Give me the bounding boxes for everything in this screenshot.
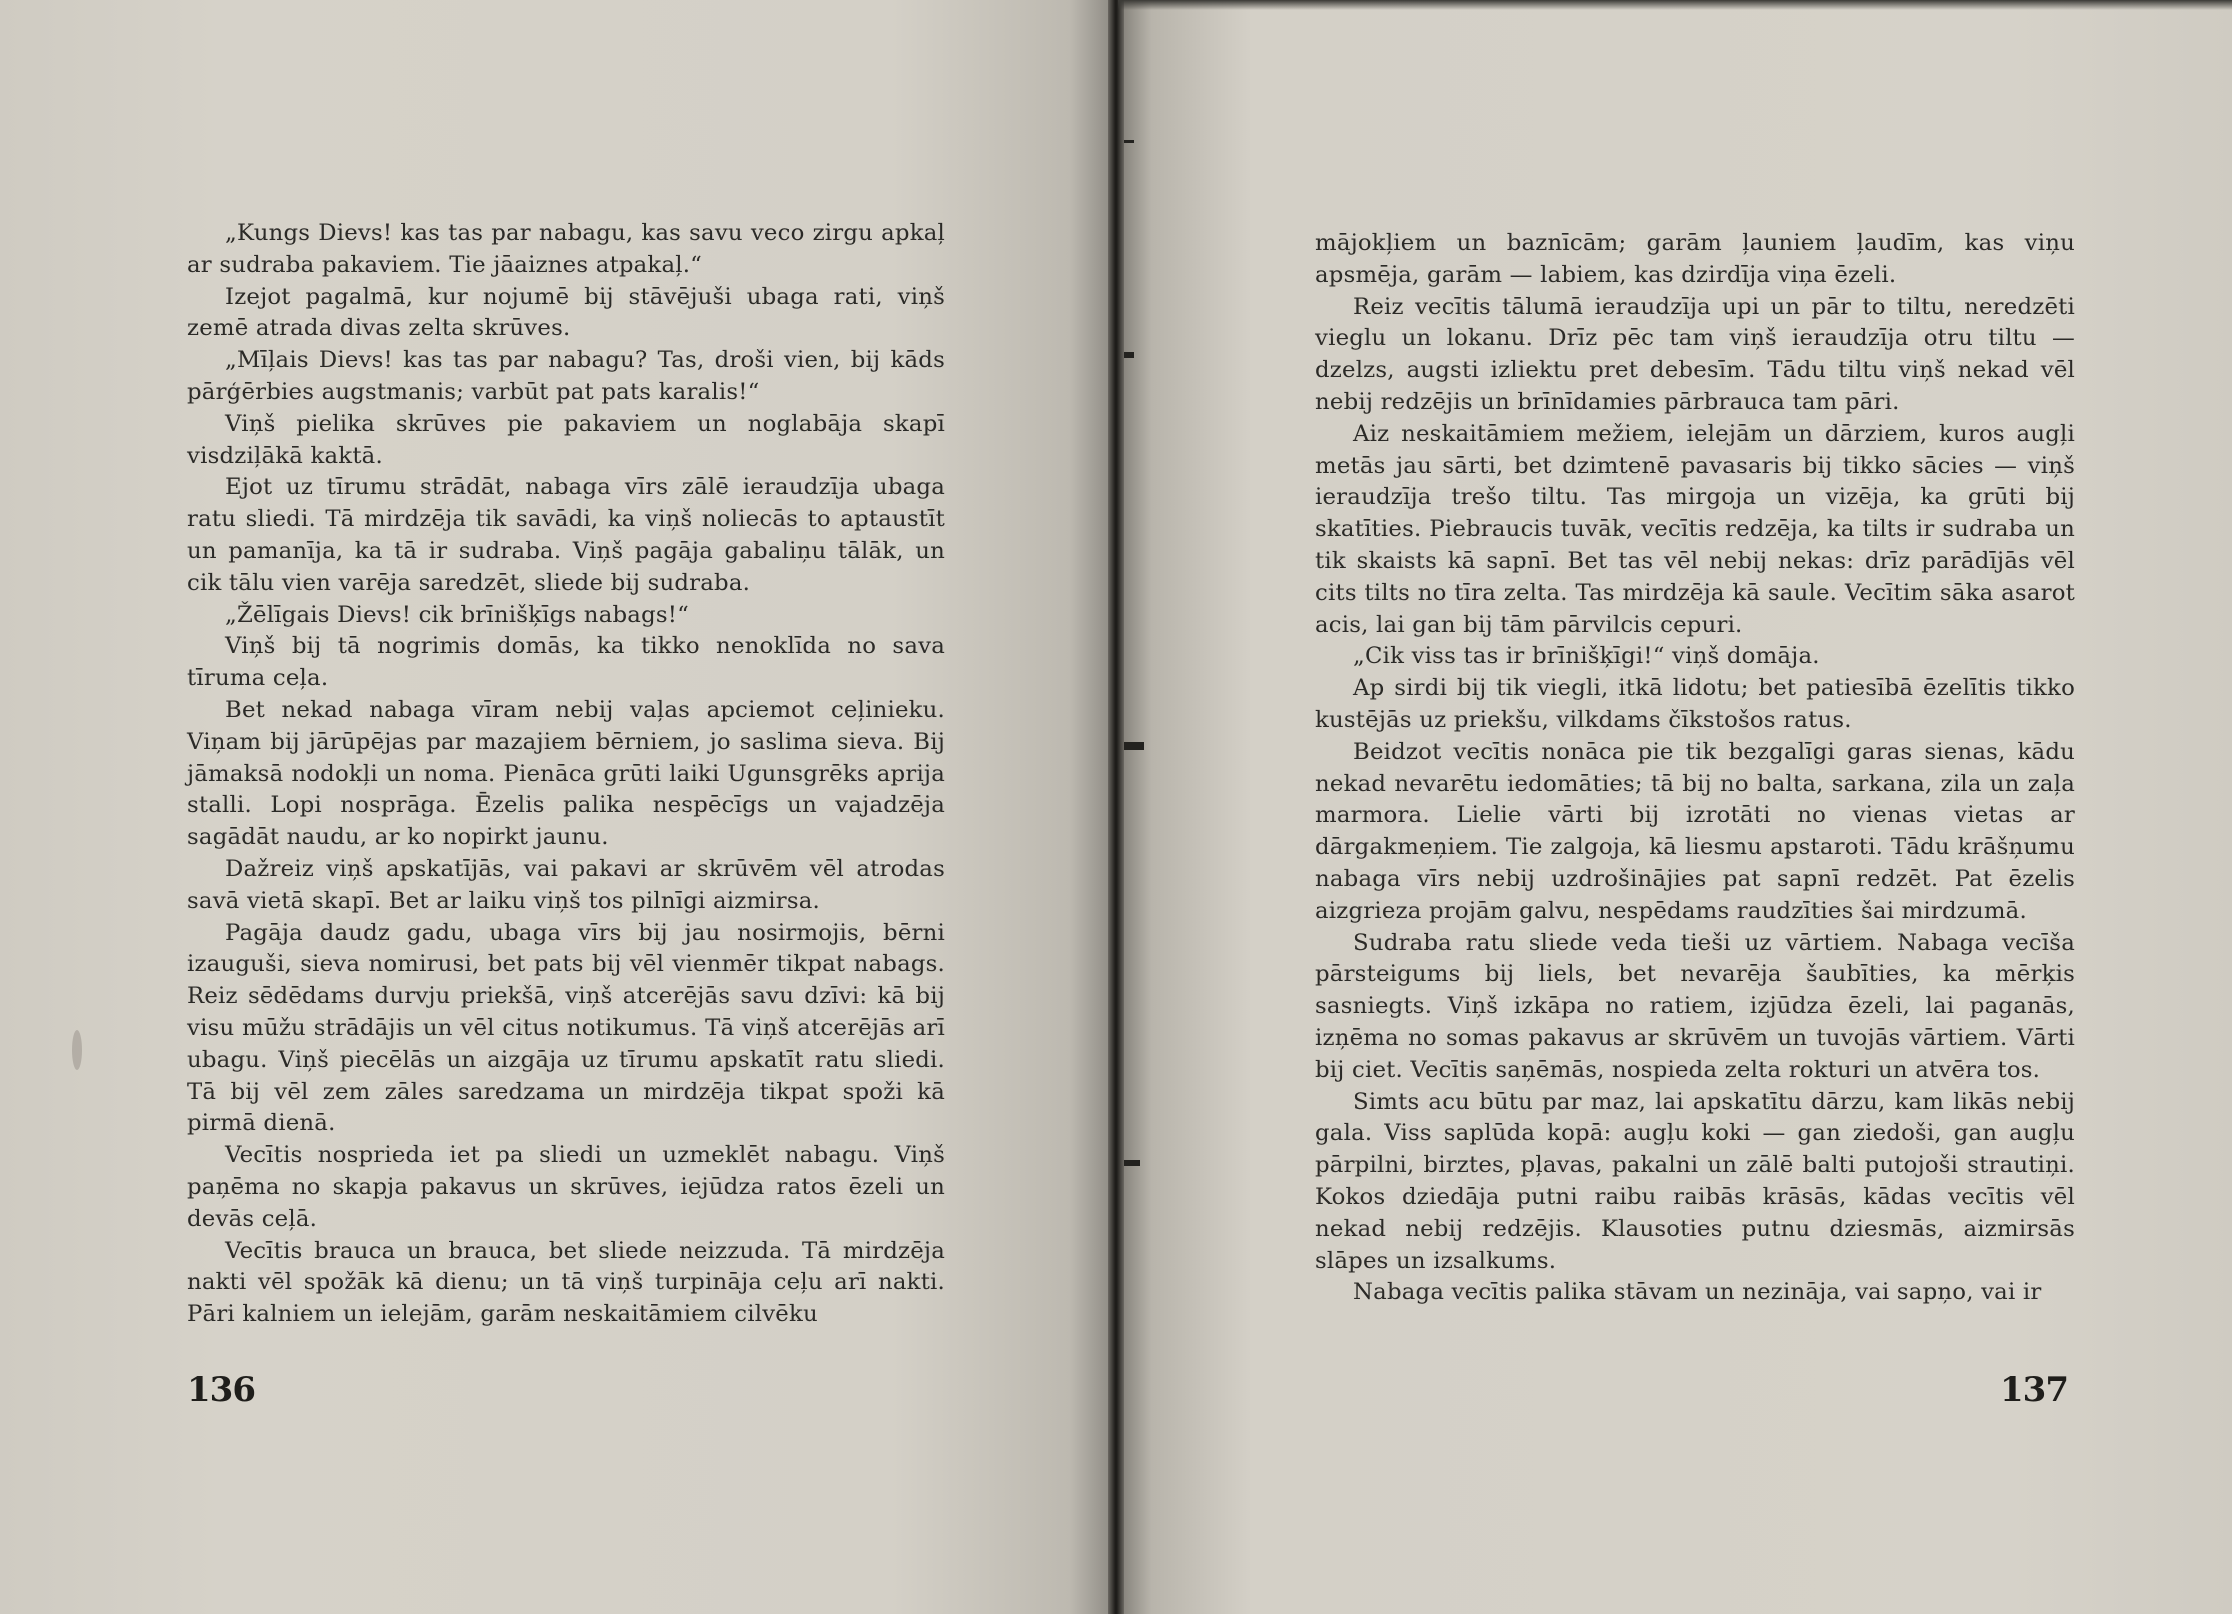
right-page-text (1315, 228, 2075, 1309)
paper-smudge (72, 1030, 82, 1070)
left-page (0, 0, 1114, 1614)
paragraph: Reiz vecītis tālumā ieraudzīja upi un pār to tiltu, neredzēti vieglu un lokanu. Drīz pēc tam viņš ieraudzīja otru tiltu — dzelzs, augsti izliektu pret debesīm. Tādu tiltu viņš nekad vēl nebij redzējis un brīnīdamies pārbrauca tam pāri. (1315, 293, 2075, 415)
paragraph: „Kungs Dievs! kas tas par nabagu, kas savu veco zirgu apkaļ ar sudraba pakaviem. Tie jāaiznes atpakaļ.“ (187, 220, 945, 278)
paragraph: mājokļiem un baznīcām; garām ļauniem ļaudīm, kas viņu apsmēja, garām — labiem, kas dzirdīja viņa ēzeli. (1315, 230, 2075, 288)
paragraph: „Cik viss tas ir brīnišķīgi!“ viņš domāja. (1353, 643, 1820, 670)
paragraph: Vecītis brauca un brauca, bet sliede neizzuda. Tā mirdzēja nakti vēl spožāk kā dienu; un tā viņš turpināja ceļu arī nakti. Pāri kalniem un ielejām, garām neskaitāmiem cilvēku (187, 1237, 945, 1328)
page-number-right: 137 (2000, 1370, 2068, 1410)
paragraph: Pagāja daudz gadu, ubaga vīrs bij jau nosirmojis, bērni izauguši, sieva nomirusi, bet pats bij vēl vienmēr tikpat nabags. Reiz sēdēdams durvju priekšā, viņš atcerējās savu dzīvi: kā bij visu mūžu strādājis un vēl citus notikumus. Tā viņš atcerējās arī ubagu. Viņš piecēlās un aizgāja uz tīrumu apskatīt ratu sliedi. Tā bij vēl zem zāles saredzama un mirdzēja tikpat spoži kā pirmā dienā. (187, 919, 945, 1137)
left-page-text (187, 218, 945, 1331)
right-page (1118, 0, 2232, 1614)
paragraph: Ap sirdi bij tik viegli, itkā lidotu; bet patiesībā ēzelītis tikko kustējās uz priekšu, vilkdams čīkstošos ratus. (1315, 675, 2075, 733)
paragraph: Beidzot vecītis nonāca pie tik bezgalīgi garas sienas, kādu nekad nevarētu iedomāties; tā bij no balta, sarkana, zila un zaļa marmora. Lielie vārti bij izrotāti no vienas vietas ar dārgakmeņiem. Tie zalgoja, kā liesmu apstaroti. Tādu krāšņumu nabaga vīrs nebij uzdrošinājies pat sapnī redzēt. Pat ēzelis aizgrieza projām galvu, nespēdams raudzīties šai mirdzumā. (1315, 738, 2075, 924)
paragraph: Dažreiz viņš apskatījās, vai pakavi ar skrūvēm vēl atrodas savā vietā skapī. Bet ar laiku viņš tos pilnīgi aizmirsa. (187, 855, 945, 914)
paragraph: Vecītis nosprieda iet pa sliedi un uzmeklēt nabagu. Viņš paņēma no skapja pakavus un skrūves, iejūdza ratos ēzeli un devās ceļā. (187, 1142, 945, 1232)
paragraph: Izejot pagalmā, kur nojumē bij stāvējuši ubaga rati, viņš zemē atrada divas zelta skrūves. (187, 283, 945, 342)
paragraph: Simts acu būtu par maz, lai apskatītu dārzu, kam likās nebij gala. Viss saplūda kopā: augļu koki — gan ziedoši, gan augļu pārpilni, birztes, pļavas, pakalni un zālē balti putojoši strautiņi. Kokos dziedāja putni raibu raibās krāsās, kādas vecītis vēl nekad nebij redzējis. Klausoties putnu dziesmās, aizmirsās slāpes un izsalkums. (1315, 1088, 2075, 1274)
page-top-edge (1118, 0, 2232, 10)
paragraph: „Mīļais Dievs! kas tas par nabagu? Tas, droši vien, bij kāds pārģērbies augstmanis; varbūt pat pats karalis!“ (187, 347, 945, 405)
paragraph: Viņš bij tā nogrimis domās, ka tikko nenoklīda no sava tīruma ceļa. (187, 633, 945, 692)
paragraph: „Žēlīgais Dievs! cik brīnišķīgs nabags!“ (225, 601, 689, 628)
paragraph: Ejot uz tīrumu strādāt, nabaga vīrs zālē ieraudzīja ubaga ratu sliedi. Tā mirdzēja tik savādi, ka viņš noliecās to aptaustīt un pamanīja, ka tā ir sudraba. Viņš pagāja gabaliņu tālāk, un cik tālu vien varēja saredzēt, sliede bij sudraba. (187, 474, 945, 596)
page-number-left: 136 (187, 1370, 255, 1410)
paragraph: Viņš pielika skrūves pie pakaviem un noglabāja skapī visdziļākā kaktā. (187, 410, 945, 469)
paragraph: Aiz neskaitāmiem mežiem, ielejām un dārziem, kuros augļi metās jau sārti, bet dzimtenē pavasaris bij tikko sācies — viņš ieraudzīja trešo tiltu. Tas mirgoja un vizēja, ka grūti bij skatīties. Piebraucis tuvāk, vecītis redzēja, ka tilts ir sudraba un tik skaists kā sapnī. Bet tas vēl nebij nekas: drīz parādījās vēl cits tilts no tīra zelta. Tas mirdzēja kā saule. Vecītim sāka asarot acis, lai gan bij tām pārvilcis cepuri. (1315, 420, 2075, 638)
book-gutter (1108, 0, 1124, 1614)
paragraph: Bet nekad nabaga vīram nebij vaļas apciemot ceļinieku. Viņam bij jārūpējas par mazajiem bērniem, jo saslima sieva. Bij jāmaksā nodokļi un noma. Pienāca grūti laiki Ugunsgrēks aprija stalli. Lopi nosprāga. Ēzelis palika nespēcīgs un vajadzēja sagādāt naudu, ar ko nopirkt jaunu. (187, 696, 945, 851)
paragraph: Nabaga vecītis palika stāvam un nezināja, vai sapņo, vai ir (1353, 1279, 2042, 1306)
paragraph: Sudraba ratu sliede veda tieši uz vārtiem. Nabaga vecīša pārsteigums bij liels, bet nevarēja šaubīties, ka mērķis sasniegts. Viņš izkāpa no ratiem, izjūdza ēzeli, lai paganās, izņēma no somas pakavus ar skrūvēm un tuvojās vārtiem. Vārti bij ciet. Vecītis saņēmās, nospieda zelta rokturi un atvēra tos. (1315, 929, 2075, 1083)
